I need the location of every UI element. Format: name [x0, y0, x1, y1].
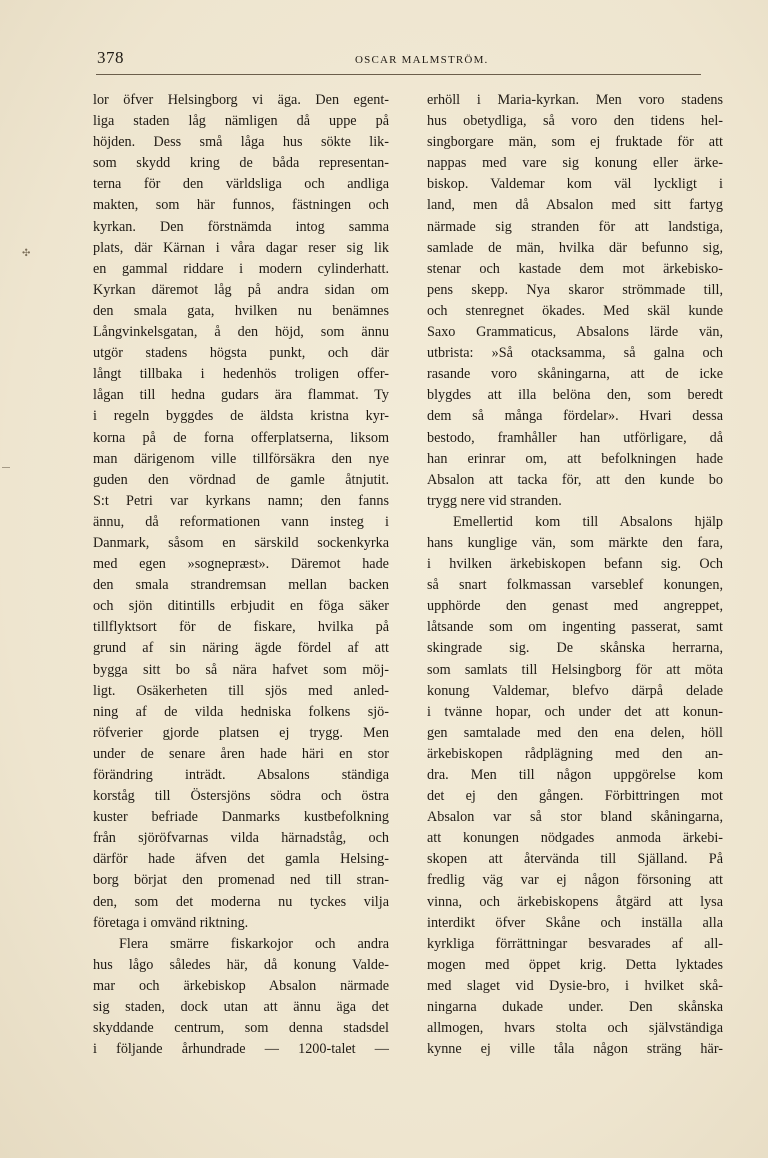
header-rule	[96, 74, 701, 75]
text-line: erhöll i Maria-kyrkan. Men voro stadens	[427, 92, 723, 108]
text-line: förändring inträdt. Absalons ständiga	[93, 767, 389, 783]
left-text-column	[93, 90, 389, 1060]
text-line: vinna, och ärkebiskopens åtgärd att lysa	[427, 893, 723, 910]
text-line: sig staden, dock utan att ännu äga det	[93, 999, 389, 1016]
text-line: Långvinkelsgatan, å den höjd, som ännu	[93, 324, 389, 341]
text-line: Saxo Grammaticus, Absalons lärde vän,	[427, 324, 723, 341]
text-line: ning af de vilda hedniska folkens sjö-	[93, 703, 389, 720]
text-line: från sjöröfvarnas vilda härnadståg, och	[93, 830, 389, 847]
text-line: dra. Men till någon uppgörelse kom	[427, 767, 723, 783]
text-line: utgör stadens högsta punkt, och där	[93, 345, 389, 362]
text-line: kynne ej ville tåla någon sträng här-	[427, 1041, 723, 1058]
text-line: långt tillbaka i hedenhös troligen offer-	[93, 366, 389, 383]
text-line: stenar och kastade dem mot ärkebisko-	[427, 260, 723, 277]
text-line: och stenregnet ökades. Med skäl kunde	[427, 302, 723, 319]
text-line: bestodo, framhåller han utförligare, då	[427, 429, 723, 446]
text-line: närmade sig stranden för att landstiga,	[427, 218, 723, 235]
text-line: lor öfver Helsingborg vi äga. Den egent-	[93, 92, 389, 108]
text-line: nappas med vare sig konung eller ärke-	[427, 155, 723, 172]
text-line: interdikt öfver Skåne och inställa alla	[427, 914, 723, 931]
text-line: borg börjat den promenad ned till stran-	[93, 872, 389, 889]
text-line: kyrkliga förrättningar besvarades af all-	[427, 935, 723, 952]
text-line: biskop. Valdemar kom väl lyckligt i	[427, 176, 723, 193]
text-line: den smala gata, hvilken nu benämnes	[93, 302, 389, 319]
text-line: Absalon var så stor bland skåningarna,	[427, 809, 723, 826]
text-line: en gammal riddare i modern cylinderhatt.	[93, 260, 389, 277]
text-line: plats, där Kärnan i våra dagar reser sig lik	[93, 239, 389, 256]
text-line: i tvänne hopar, och under det att konun-	[427, 703, 723, 720]
text-line: Absalon att tacka för, att den kunde bo	[427, 471, 723, 488]
text-line: korna på de forna offerplatserna, liksom	[93, 429, 389, 446]
text-line: höjden. Dess små låga hus sökte lik-	[93, 134, 389, 151]
text-line: skopen att återvända till Själland. På	[427, 851, 723, 868]
text-line: tillflyktsort för de fiskare, hvilka på	[93, 619, 389, 636]
text-line: Kyrkan däremot låg på andra sidan om	[93, 281, 389, 298]
text-line: han erinrar om, att befolkningen hade	[427, 450, 723, 467]
text-line: som skydd kring de båda representan-	[93, 155, 389, 172]
text-line: S:t Petri var kyrkans namn; den fanns	[93, 492, 389, 509]
text-line: som samlats till Helsingborg för att möta	[427, 661, 723, 678]
text-line: blygdes att illa belöna den, som beredt	[427, 387, 723, 404]
text-line: företaga i omvänd riktning.	[93, 914, 249, 931]
text-line: skyddande centrum, som denna stadsdel	[93, 1020, 389, 1037]
text-line: mogen med öppet krig. Detta lyktades	[427, 956, 723, 973]
text-line: man därigenom ville tillförsäkra den nye	[93, 450, 389, 467]
text-line: så snart folkmassan varseblef konungen,	[427, 577, 723, 594]
text-line: hus lågo således här, då konung Valde-	[93, 956, 389, 973]
text-line: i följande århundrade — 1200-talet —	[93, 1041, 389, 1058]
text-line: bygga sitt bo så nära hafvet som möj-	[93, 661, 389, 678]
text-line: liga staden låg nämligen då uppe på	[93, 113, 389, 130]
text-line: ännu, då reformationen vann insteg i	[93, 513, 389, 530]
text-line: dem så många fördelar». Hvari dessa	[427, 408, 723, 425]
text-line: terna för den världsliga och andliga	[93, 176, 389, 193]
text-line: med slaget vid Dysie-bro, i hvilket skå-	[427, 977, 723, 994]
text-line: samlade de män, hvilka där befunno sig,	[427, 239, 723, 256]
text-line: fredlig väg var ej någon försoning att	[427, 872, 723, 889]
text-line: skingrade sig. De skånska herrarna,	[427, 640, 723, 657]
text-line: den, som det moderna nu tyckes vilja	[93, 893, 389, 910]
text-line: guden den vördnad de gamle åtnjutit.	[93, 471, 389, 488]
text-line: låtsande som om ingenting passerat, samt	[427, 619, 723, 636]
running-head: OSCAR MALMSTRÖM.	[355, 54, 489, 66]
text-line: ligt. Osäkerheten till sjös med anled-	[93, 682, 389, 699]
page-number: 378	[97, 48, 124, 67]
edge-mark	[2, 467, 10, 468]
text-line: med egen »sognepræst». Däremot hade	[93, 556, 389, 573]
text-line: Danmark, såsom en särskild sockenkyrka	[93, 534, 389, 551]
text-line: under de senare åren hade häri en stor	[93, 745, 389, 762]
text-line: ärkebiskopen rådplägning med den an-	[427, 745, 723, 762]
text-line: och sjön ditintills erbjudit en föga säker	[93, 598, 389, 615]
text-line: allmogen, hvars stolta och självständiga	[427, 1020, 723, 1037]
text-line: kyrkan. Den förstnämda intog samma	[93, 218, 389, 235]
text-line: singborgare män, som ej fruktade för att	[427, 134, 723, 151]
text-line: gen samtalade med den ena delen, höll	[427, 724, 723, 741]
text-line: pens skepp. Nya skaror strömmade till,	[427, 281, 723, 298]
text-line: röfverier gjorde platsen ej trygg. Men	[93, 724, 389, 741]
text-line: utbrista: »Så otacksamma, så galna och	[427, 345, 723, 362]
text-line: hans kunglige vän, som märkte den fara,	[427, 534, 723, 551]
text-line: makten, som här funnos, fästningen och	[93, 197, 389, 214]
text-line: därför hade äfven det gamla Helsing-	[93, 851, 389, 868]
text-line: grund af sin näring ägde fördel af att	[93, 640, 389, 657]
text-line: land, men då Absalon med sitt fartyg	[427, 197, 723, 214]
text-line: mar och ärkebiskop Absalon närmade	[93, 977, 389, 994]
text-line: i regeln byggdes de äldsta kristna kyr-	[93, 408, 389, 425]
margin-mark: ✣	[22, 248, 31, 259]
text-line: Emellertid kom till Absalons hjälp	[453, 513, 723, 530]
text-line: Flera smärre fiskarkojor och andra	[119, 935, 389, 952]
text-line: att konungen nödgades anmoda ärkebi-	[427, 830, 723, 847]
right-text-column	[427, 90, 723, 1060]
text-line: upphörde den genast med angreppet,	[427, 598, 723, 615]
text-line: rasande voro skåningarna, att de icke	[427, 366, 723, 383]
text-line: den smala strandremsan mellan backen	[93, 577, 389, 594]
text-line: hus obetydliga, så voro den tidens hel-	[427, 113, 723, 130]
text-line: det ej den gången. Förbittringen mot	[427, 788, 723, 805]
text-line: konung Valdemar, blefvo därpå delade	[427, 682, 723, 699]
text-line: ningarna dukade under. Den skånska	[427, 999, 723, 1016]
text-line: lågan till hedna gudars ära flammat. Ty	[93, 387, 389, 404]
text-line: korståg till Östersjöns södra och östra	[93, 788, 389, 805]
text-line: i hvilken ärkebiskopen befann sig. Och	[427, 556, 723, 573]
text-line: kuster befriade Danmarks kustbefolkning	[93, 809, 389, 826]
text-line: trygg nere vid stranden.	[427, 492, 562, 509]
